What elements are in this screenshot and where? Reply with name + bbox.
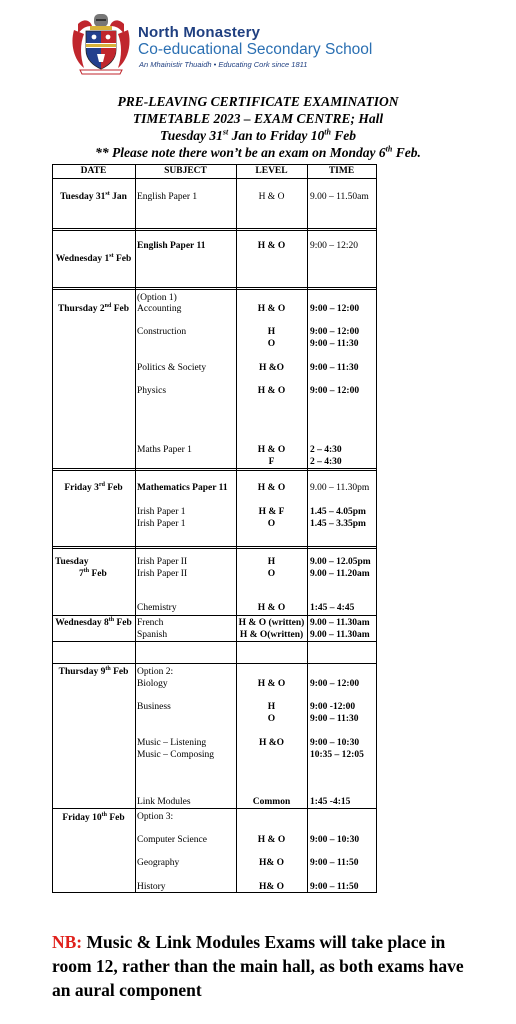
subject-english-1: English Paper 1 (137, 192, 198, 202)
level-computer-science: H & O (257, 835, 286, 845)
level-accounting: H & O (257, 304, 286, 314)
time-chemistry: 1:45 – 4:45 (310, 603, 355, 613)
subject-accounting: Accounting (137, 304, 182, 314)
level-politics-society: H &O (258, 363, 285, 373)
level-geography: H& O (258, 858, 285, 868)
school-subtitle: Co-educational Secondary School (138, 41, 373, 58)
level-biology: H & O (257, 679, 286, 689)
subject-construction: Construction (137, 327, 187, 337)
level-business-h: H (267, 702, 276, 712)
level-music-listening: H &O (258, 738, 285, 748)
time-music-listening: 9:00 – 10:30 (310, 738, 360, 748)
time-computer-science: 9:00 – 10:30 (310, 835, 360, 845)
note-text: Music & Link Modules Exams will take place in room 12, rather than the main hall, as both exams have an aural component (52, 932, 464, 1000)
level-spanish: H & O(written) (239, 630, 304, 640)
level-irish-2-h: H (267, 557, 276, 567)
date-thu-2: Thursday 2nd Feb (57, 302, 130, 314)
time-spanish: 9.00 – 11.30am (310, 630, 370, 640)
time-english-11: 9:00 – 12:20 (310, 241, 359, 251)
subject-music-listening: Music – Listening (137, 738, 207, 748)
time-maths-1-ho: 2 – 4:30 (310, 445, 342, 455)
time-business-h: 9:00 -12:00 (310, 702, 356, 712)
time-maths-1-f: 2 – 4:30 (310, 457, 342, 467)
time-history: 9:00 – 11:50 (310, 882, 359, 892)
time-french: 9.00 – 11.30am (310, 618, 370, 628)
subject-music-composing: Music – Composing (137, 750, 215, 760)
time-irish-1-o: 1.45 – 3.35pm (310, 519, 366, 529)
subject-politics-society: Politics & Society (137, 363, 207, 373)
date-fri-10: Friday 10th Feb (62, 811, 125, 823)
subject-physics: Physics (137, 386, 167, 396)
date-tue-7: 7th Feb (79, 567, 107, 579)
level-business-o: O (267, 714, 276, 724)
date-fri-3: Friday 3rd Feb (64, 481, 123, 493)
level-irish-1-hf: H & F (258, 507, 285, 517)
time-physics: 9:00 – 12:00 (310, 386, 360, 396)
level-irish-1-o: O (267, 519, 276, 529)
room-note (52, 930, 472, 1002)
time-irish-1-hf: 1.45 – 4.05pm (310, 507, 366, 517)
option-3-label: Option 3: (137, 812, 174, 822)
subject-business: Business (137, 702, 171, 712)
subject-irish-2-h: Irish Paper II (137, 557, 188, 567)
level-link-modules: Common (252, 797, 291, 807)
time-mathematics-11: 9.00 – 11.30pm (310, 483, 370, 493)
subject-biology: Biology (137, 679, 168, 689)
date-tue-7-weekday: Tuesday (55, 557, 89, 567)
note-prefix: NB: (52, 932, 83, 952)
subject-french: French (137, 618, 164, 628)
date-wed-8: Wednesday 8th Feb (55, 616, 132, 628)
subject-spanish: Spanish (137, 630, 168, 640)
level-maths-1-f: F (268, 457, 275, 467)
level-mathematics-11: H & O (257, 483, 286, 493)
title-line-2: TIMETABLE 2023 – EXAM CENTRE; Hall (132, 111, 384, 126)
subject-irish-2-o: Irish Paper II (137, 569, 188, 579)
subject-chemistry: Chemistry (137, 603, 177, 613)
level-construction-h: H (267, 327, 276, 337)
time-construction-o: 9:00 – 11:30 (310, 339, 359, 349)
time-accounting: 9:00 – 12:00 (310, 304, 360, 314)
header-level: LEVEL (255, 166, 288, 176)
date-tue-31: Tuesday 31st Jan (60, 190, 127, 202)
time-business-o: 9:00 – 11:30 (310, 714, 359, 724)
title-line-3: Tuesday 31st Jan to Friday 10th Feb (159, 127, 357, 143)
time-music-composing: 10:35 – 12:05 (310, 750, 364, 760)
level-french: H & O (written) (238, 618, 305, 628)
header-time: TIME (328, 166, 355, 176)
time-english-1: 9.00 – 11.50am (310, 192, 369, 202)
time-construction-h: 9:00 – 12:00 (310, 327, 360, 337)
school-motto: An Mhainistir Thuaidh • Educating Cork since 1811 (139, 60, 308, 69)
date-wed-1: Wednesday 1st Feb (55, 252, 132, 264)
level-english-11: H & O (257, 241, 286, 251)
title-no-exam-note: ** Please note there won’t be an exam on Monday 6th Feb. (95, 144, 421, 160)
subject-link-modules: Link Modules (137, 797, 191, 807)
subject-english-11: English Paper 11 (137, 241, 206, 251)
subject-mathematics-11: Mathematics Paper 11 (137, 483, 228, 493)
level-physics: H & O (257, 386, 286, 396)
title-line-1: PRE-LEAVING CERTIFICATE EXAMINATION (117, 94, 399, 109)
subject-history: History (137, 882, 166, 892)
option-1-label: (Option 1) (137, 293, 177, 303)
time-irish-2-o: 9.00 – 11.20am (310, 569, 370, 579)
subject-geography: Geography (137, 858, 180, 868)
school-crest-logo (70, 10, 132, 76)
subject-computer-science: Computer Science (137, 835, 207, 845)
time-link-modules: 1:45 -4:15 (310, 797, 351, 807)
date-thu-9: Thursday 9th Feb (58, 665, 129, 677)
time-biology: 9:00 – 12:00 (310, 679, 360, 689)
school-name: North Monastery (138, 24, 261, 41)
option-2-label: Option 2: (137, 667, 174, 677)
level-chemistry: H & O (257, 603, 286, 613)
time-politics-society: 9:00 – 11:30 (310, 363, 359, 373)
header-subject: SUBJECT (164, 166, 207, 176)
level-irish-2-o: O (267, 569, 276, 579)
subject-irish-1-hf: Irish Paper 1 (137, 507, 186, 517)
time-irish-2-h: 9.00 – 12.05pm (310, 557, 371, 567)
level-construction-o: O (267, 339, 276, 349)
header-date: DATE (80, 166, 107, 176)
level-english-1: H & O (258, 192, 285, 202)
time-geography: 9:00 – 11:50 (310, 858, 359, 868)
subject-irish-1-o: Irish Paper 1 (137, 519, 186, 529)
level-history: H& O (258, 882, 285, 892)
level-maths-1-ho: H & O (257, 445, 286, 455)
subject-maths-1: Maths Paper 1 (137, 445, 192, 455)
